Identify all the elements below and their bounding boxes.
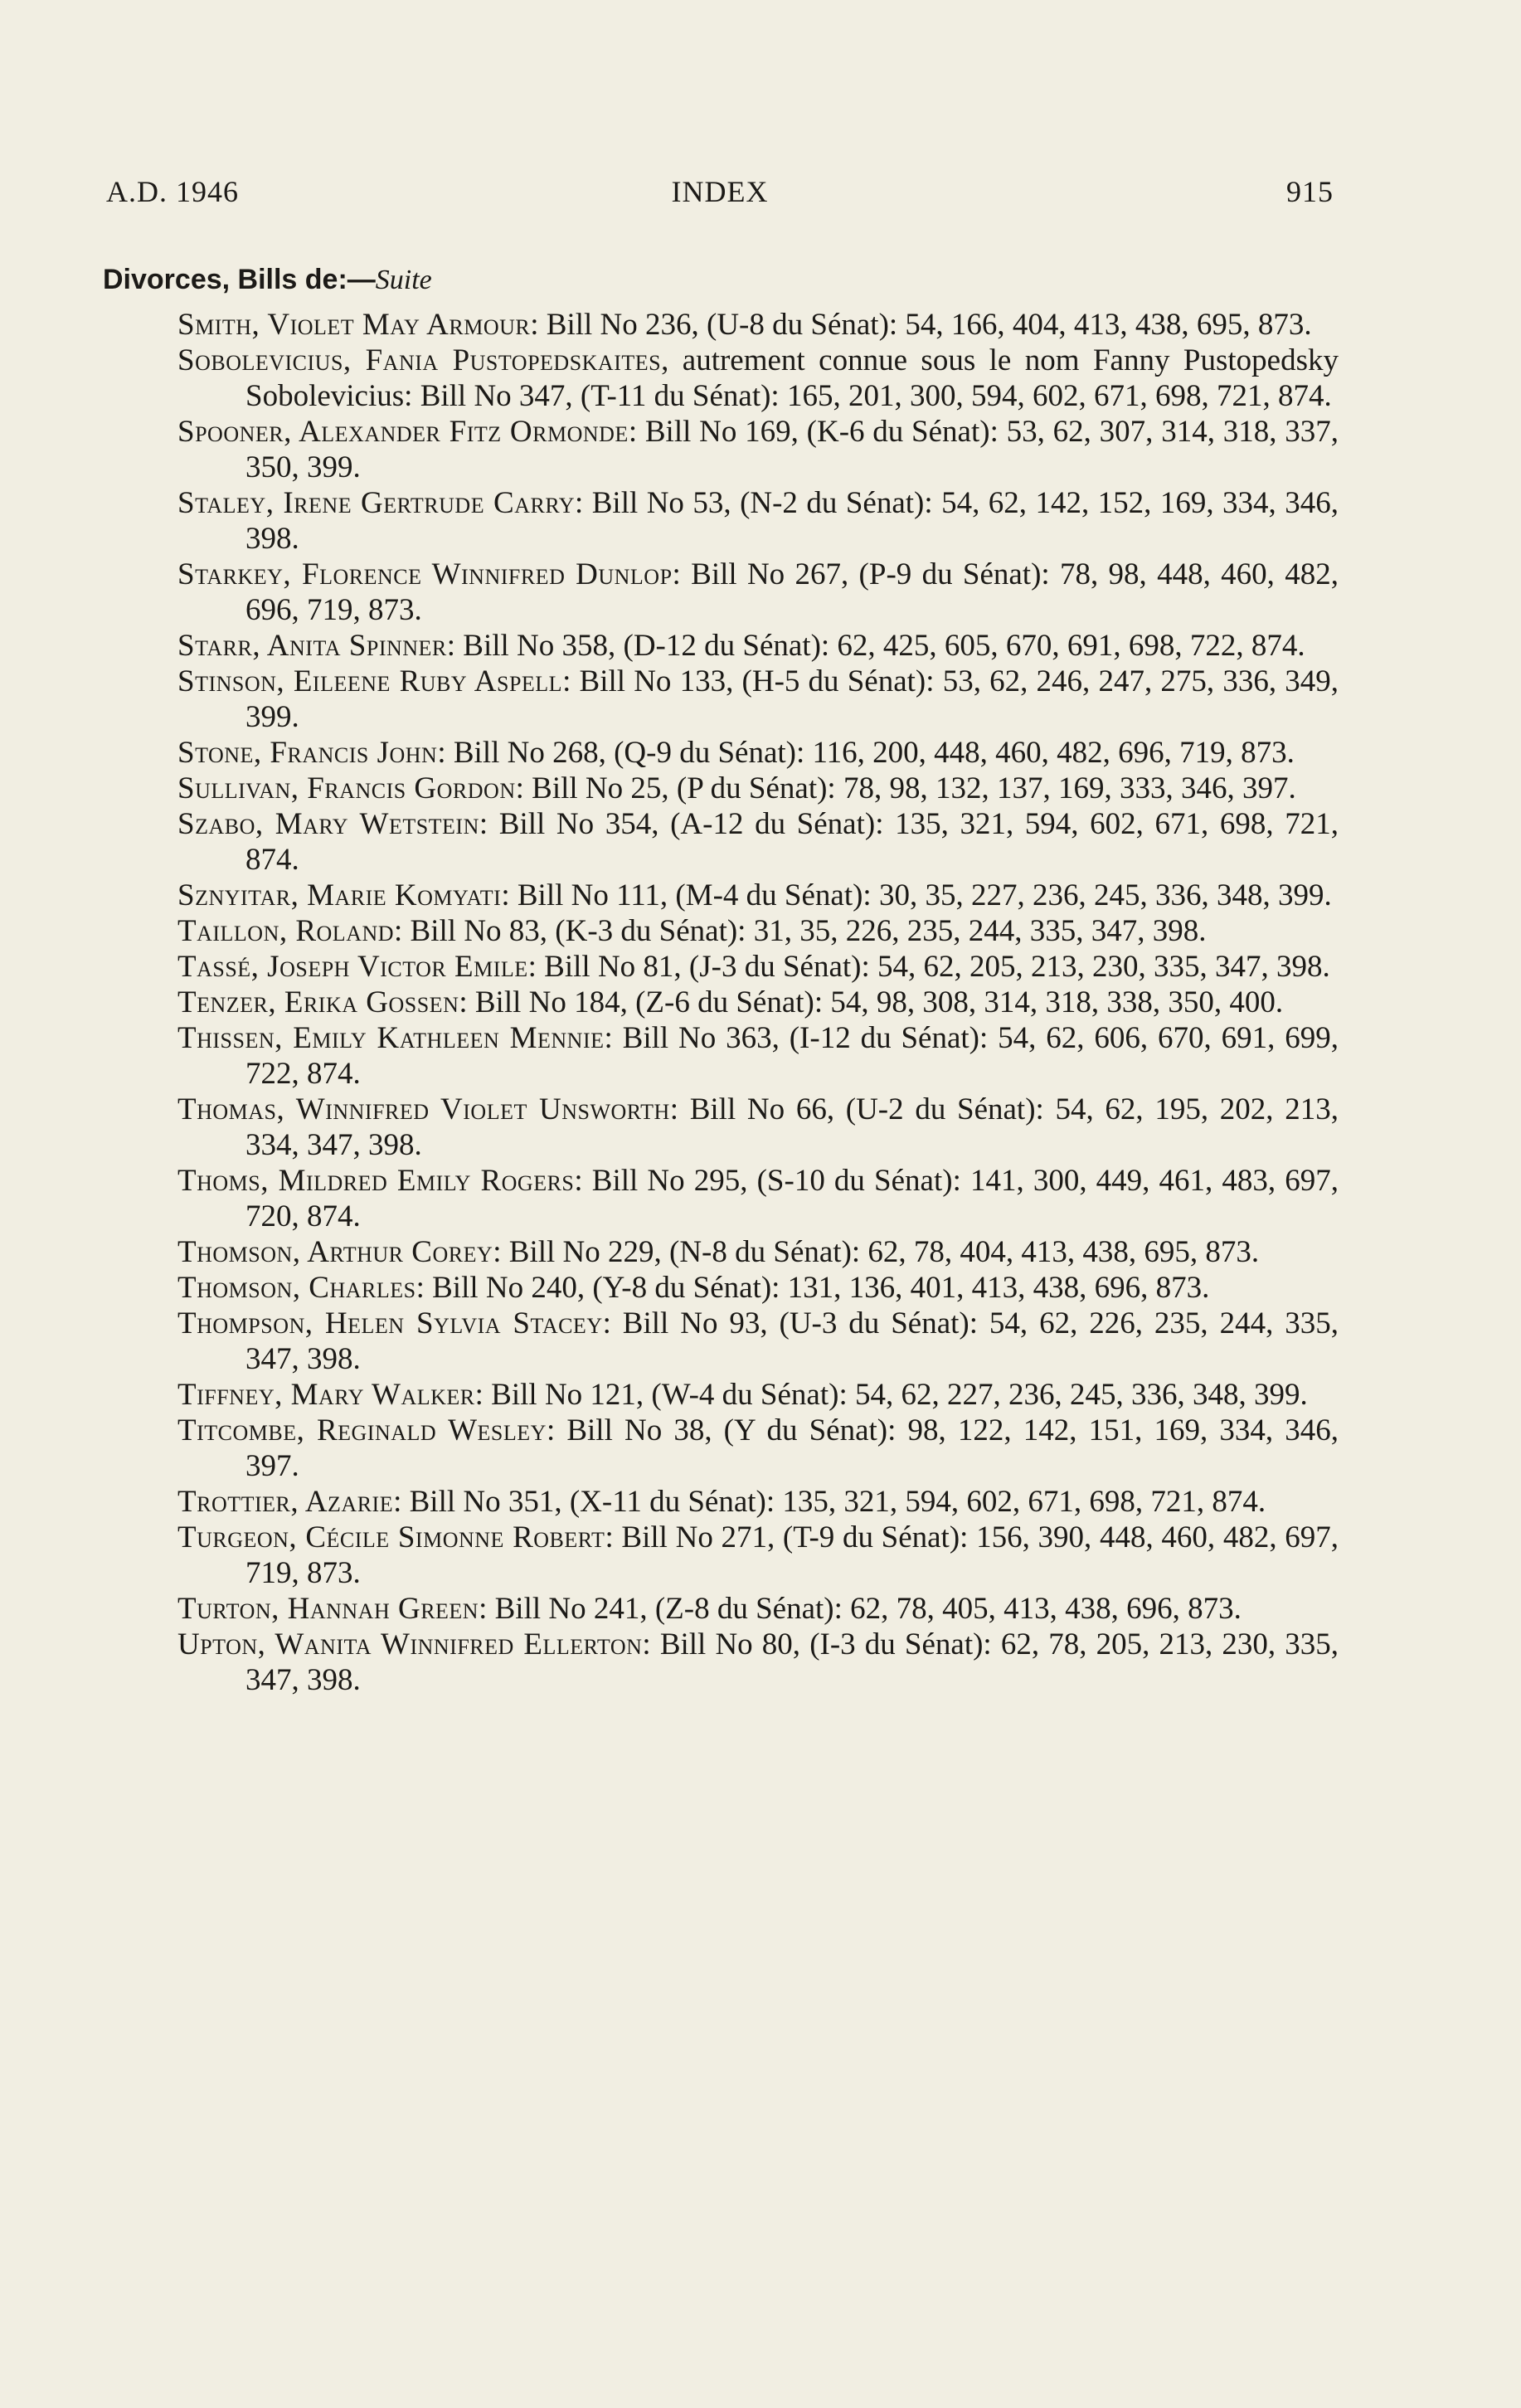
entry-name: Stinson, Eileene Ruby Aspell (177, 664, 563, 698)
entry-details: : Bill No 241, (Z-8 du Sénat): 62, 78, 405, 413, 438, 696, 873. (479, 1592, 1242, 1626)
entry-name: Turton, Hannah Green (177, 1592, 479, 1626)
entry-details: : Bill No 267, (P-9 du Sénat): 78, 98, 448, 460, 482, 696, 719, 873. (245, 557, 1339, 627)
entry-details: : Bill No 81, (J-3 du Sénat): 54, 62, 205, 213, 230, 335, 347, 398. (527, 950, 1330, 984)
entry-name: Thoms, Mildred Emily Rogers (177, 1164, 575, 1198)
page-number: 915 (1286, 175, 1334, 208)
entry-details: : Bill No 271, (T-9 du Sénat): 156, 390, 448, 460, 482, 697, 719, 873. (245, 1520, 1339, 1590)
index-entry (177, 664, 1339, 735)
entry-name: Thomson, Arthur Corey (177, 1235, 493, 1269)
index-entry (177, 1306, 1339, 1377)
entry-name: Staley, Irene Gertrude Carry (177, 486, 576, 520)
index-entry (177, 1163, 1339, 1234)
index-entry (177, 913, 1339, 949)
entry-details: , autrement connue sous le nom Fanny Pustopedsky Sobolevicius: Bill No 347, (T-11 du Sénat): 165, 201, 300, 594, 602, 671, 698, 721, 874. (245, 343, 1339, 413)
entry-details: : Bill No 53, (N-2 du Sénat): 54, 62, 142, 152, 169, 334, 346, 398. (245, 486, 1339, 556)
entry-name: Szabo, Mary Wetstein (177, 807, 479, 841)
entry-details: : Bill No 93, (U-3 du Sénat): 54, 62, 226, 235, 244, 335, 347, 398. (245, 1306, 1339, 1376)
index-entry (177, 806, 1339, 878)
entry-name: Titcombe, Reginald Wesley (177, 1413, 547, 1447)
entry-details: : Bill No 229, (N-8 du Sénat): 62, 78, 404, 413, 438, 695, 873. (493, 1235, 1260, 1269)
entry-details: : Bill No 268, (Q-9 du Sénat): 116, 200, 448, 460, 482, 696, 719, 873. (437, 736, 1295, 770)
index-entry (177, 1520, 1339, 1591)
entry-details: : Bill No 184, (Z-6 du Sénat): 54, 98, 308, 314, 318, 338, 350, 400. (459, 985, 1284, 1019)
index-entry (177, 1092, 1339, 1163)
section-title: Divorces, Bills de: (103, 264, 347, 295)
entry-details: : Bill No 66, (U-2 du Sénat): 54, 62, 195, 202, 213, 334, 347, 398. (245, 1092, 1339, 1162)
entry-details: : Bill No 25, (P du Sénat): 78, 98, 132, 137, 169, 333, 346, 397. (515, 771, 1296, 805)
entry-details: : Bill No 351, (X-11 du Sénat): 135, 321, 594, 602, 671, 698, 721, 874. (393, 1485, 1266, 1519)
index-entry (177, 414, 1339, 485)
entry-name: Smith, Violet May Armour (177, 308, 531, 342)
index-entries (177, 307, 1339, 1698)
index-entry (177, 1020, 1339, 1092)
section-dash: — (347, 264, 376, 295)
header-year: A.D. 1946 (106, 175, 239, 208)
entry-details: : Bill No 38, (Y du Sénat): 98, 122, 142, 151, 169, 334, 346, 397. (245, 1413, 1339, 1483)
entry-name: Thomas, Winnifred Violet Unsworth (177, 1092, 670, 1126)
entry-details: : Bill No 354, (A-12 du Sénat): 135, 321, 594, 602, 671, 698, 721, 874. (245, 807, 1339, 877)
entry-name: Turgeon, Cécile Simonne Robert (177, 1520, 605, 1554)
entry-name: Sobolevicius, Fania Pustopedskaites (177, 343, 662, 377)
entry-details: : Bill No 169, (K-6 du Sénat): 53, 62, 307, 314, 318, 337, 350, 399. (245, 415, 1339, 484)
entry-name: Starkey, Florence Winnifred Dunlop (177, 557, 673, 591)
entry-details: : Bill No 80, (I-3 du Sénat): 62, 78, 205, 213, 230, 335, 347, 398. (245, 1627, 1339, 1697)
entry-name: Tiffney, Mary Walker (177, 1378, 475, 1412)
entry-name: Trottier, Azarie (177, 1485, 394, 1519)
entry-details: : Bill No 240, (Y-8 du Sénat): 131, 136, 401, 413, 438, 696, 873. (415, 1271, 1210, 1305)
entry-details: : Bill No 358, (D-12 du Sénat): 62, 425, 605, 670, 691, 698, 722, 874. (446, 629, 1305, 663)
entry-name: Tassé, Joseph Victor Emile (177, 950, 528, 984)
entry-name: Sullivan, Francis Gordon (177, 771, 516, 805)
entry-name: Tenzer, Erika Gossen (177, 985, 459, 1019)
index-entry (177, 1234, 1339, 1270)
entry-name: Thomson, Charles (177, 1271, 416, 1305)
index-entry (177, 1270, 1339, 1306)
entry-details: : Bill No 133, (H-5 du Sénat): 53, 62, 246, 247, 275, 336, 349, 399. (245, 664, 1339, 734)
index-entry (177, 1591, 1339, 1627)
index-entry (177, 1377, 1339, 1413)
entry-details: : Bill No 121, (W-4 du Sénat): 54, 62, 227, 236, 245, 336, 348, 399. (474, 1378, 1308, 1412)
entry-name: Stone, Francis John (177, 736, 438, 770)
entry-name: Thissen, Emily Kathleen Mennie (177, 1021, 605, 1055)
index-entry (177, 1484, 1339, 1520)
section-heading (103, 264, 432, 296)
index-entry (177, 343, 1339, 414)
entry-name: Thompson, Helen Sylvia Stacey (177, 1306, 603, 1340)
entry-details: : Bill No 295, (S-10 du Sénat): 141, 300, 449, 461, 483, 697, 720, 874. (245, 1164, 1339, 1233)
index-entry (177, 628, 1339, 664)
index-entry (177, 771, 1339, 806)
index-entry (177, 985, 1339, 1020)
entry-details: : Bill No 83, (K-3 du Sénat): 31, 35, 226, 235, 244, 335, 347, 398. (394, 914, 1207, 948)
index-entry (177, 735, 1339, 771)
entry-name: Taillon, Roland (177, 914, 395, 948)
index-entry (177, 1413, 1339, 1484)
entry-name: Sznyitar, Marie Komyati (177, 878, 502, 912)
entry-name: Upton, Wanita Winnifred Ellerton (177, 1627, 643, 1661)
entry-name: Spooner, Alexander Fitz Ormonde (177, 415, 629, 449)
entry-details: : Bill No 363, (I-12 du Sénat): 54, 62, 606, 670, 691, 699, 722, 874. (245, 1021, 1339, 1091)
page-header (106, 174, 1334, 216)
index-entry (177, 949, 1339, 985)
index-entry (177, 307, 1339, 343)
entry-details: : Bill No 236, (U-8 du Sénat): 54, 166, 404, 413, 438, 695, 873. (530, 308, 1312, 342)
entry-name: Starr, Anita Spinner (177, 629, 447, 663)
header-title: INDEX (671, 175, 769, 208)
entry-details: : Bill No 111, (M-4 du Sénat): 30, 35, 227, 236, 245, 336, 348, 399. (501, 878, 1332, 912)
index-entry (177, 485, 1339, 557)
section-suite: Suite (375, 265, 432, 295)
index-entry (177, 1627, 1339, 1698)
index-entry (177, 878, 1339, 913)
index-entry (177, 557, 1339, 628)
